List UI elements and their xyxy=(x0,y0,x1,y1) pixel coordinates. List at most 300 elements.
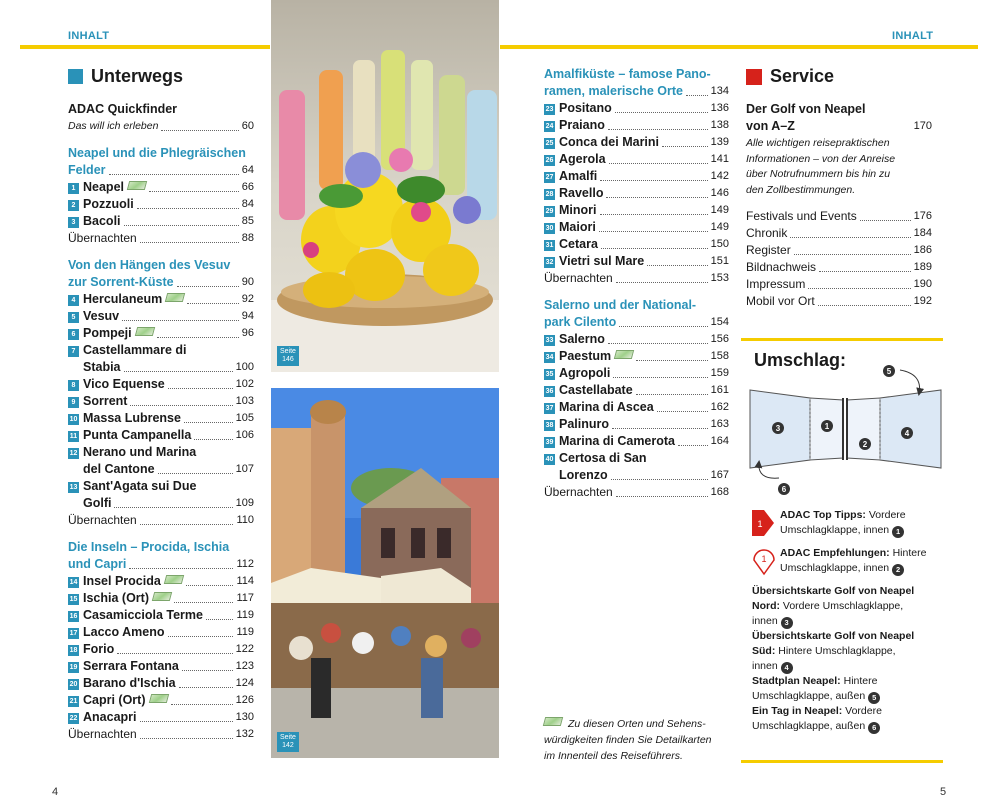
entry-label xyxy=(68,196,134,213)
entry-label xyxy=(544,433,675,450)
note-line: Zu diesen Orten und Sehens- xyxy=(568,718,706,730)
page-number: 156 xyxy=(710,333,729,345)
entry-label xyxy=(544,382,633,399)
page-number: 114 xyxy=(236,575,254,587)
map-icon xyxy=(148,694,168,703)
entry-number-badge: 18 xyxy=(69,647,78,654)
toc-entry[interactable] xyxy=(68,179,254,196)
legend-text: Umschlagklappe, außen xyxy=(752,720,866,732)
legend-text: Hintere xyxy=(843,675,878,687)
service-entry[interactable] xyxy=(746,259,932,276)
page-number: 146 xyxy=(710,187,729,199)
page-number: 122 xyxy=(235,643,254,655)
toc-entry[interactable] xyxy=(68,658,254,675)
legend-label: Übersichtskarte Golf von Neapel xyxy=(752,585,915,597)
golf-row[interactable] xyxy=(746,118,932,135)
entry-label xyxy=(68,308,119,325)
section-unterwegs xyxy=(68,66,254,87)
entry-label xyxy=(544,202,597,219)
page-number: 149 xyxy=(710,221,729,233)
toc-entry[interactable] xyxy=(68,573,254,590)
diagram-num-1: 1 xyxy=(824,422,830,431)
page-number: 142 xyxy=(710,170,729,182)
toc-entry[interactable] xyxy=(544,399,729,416)
entry-number-badge: 10 xyxy=(69,416,78,423)
entry-title: Marina di Camerota xyxy=(559,434,676,448)
entry-title: Casamicciola Terme xyxy=(83,608,203,622)
page-number: 132 xyxy=(235,728,254,740)
toc-entry[interactable] xyxy=(544,151,729,168)
legend-text: Umschlagklappe, außen xyxy=(752,690,866,702)
entry-label xyxy=(68,291,184,308)
region-heading-line2: Felder xyxy=(68,163,106,177)
region-heading-line2: ramen, malerische Orte xyxy=(544,84,683,98)
legend-text: Vordere Umschlagklappe, xyxy=(782,600,904,612)
legend-label: Nord: xyxy=(752,600,780,612)
entry-title: Übernachten xyxy=(68,727,137,741)
entry-number-badge: 31 xyxy=(545,242,554,249)
entry-label xyxy=(68,607,203,624)
photo-amalfi-square xyxy=(271,388,499,758)
header-rule-right xyxy=(500,45,978,49)
page-number: 106 xyxy=(235,429,254,441)
page-number: 192 xyxy=(913,295,932,307)
toc-entry[interactable] xyxy=(544,433,729,450)
entry-label xyxy=(544,219,596,236)
toc-entry[interactable] xyxy=(544,450,729,467)
page-number: 109 xyxy=(235,497,254,509)
entry-title: Vietri sul Mare xyxy=(559,254,645,268)
entry-title: Certosa di San xyxy=(559,451,647,465)
photo-page-ref: Seite 142 xyxy=(277,732,299,752)
stadtplan-entry xyxy=(752,674,944,704)
entry-title: Maiori xyxy=(559,220,596,234)
region-heading-line2: und Capri xyxy=(68,557,127,571)
entry-number-badge: 12 xyxy=(69,450,78,457)
entry-title: Chronik xyxy=(746,226,788,240)
entry-title: Positano xyxy=(559,101,612,115)
page-number: 84 xyxy=(241,198,254,210)
header-right: INHALT xyxy=(892,30,934,42)
page-number: 117 xyxy=(236,592,254,604)
entry-number-badge: 17 xyxy=(69,630,78,637)
entry-title: Register xyxy=(746,243,791,257)
entry-number-badge: 7 xyxy=(68,346,79,357)
toc-entry[interactable] xyxy=(544,168,729,185)
toc-left-column xyxy=(68,66,254,753)
entry-title: Castellammare di xyxy=(83,343,187,357)
entry-label xyxy=(544,399,654,416)
entry-number-badge: 23 xyxy=(545,106,554,113)
toc-entry[interactable] xyxy=(544,416,729,433)
page-number: 90 xyxy=(241,276,254,288)
toc-entry[interactable] xyxy=(68,393,254,410)
page-number: 85 xyxy=(241,215,254,227)
region-heading[interactable]: Salerno und der National- xyxy=(544,298,697,312)
page-number: 159 xyxy=(710,367,729,379)
entry-title: Herculaneum xyxy=(83,292,163,306)
toc-entry[interactable] xyxy=(68,196,254,213)
entry-label xyxy=(68,230,137,247)
page-number: 138 xyxy=(710,119,729,131)
entry-label xyxy=(544,467,608,484)
entry-title: Übernachten xyxy=(68,513,137,527)
map-icon xyxy=(614,350,634,359)
entry-title: Cetara xyxy=(559,237,598,251)
entry-title: Punta Campanella xyxy=(83,428,192,442)
entry-title: Lorenzo xyxy=(559,468,608,482)
toc-entry[interactable] xyxy=(68,291,254,308)
diagram-num-3: 3 xyxy=(775,424,781,433)
uebernachten-entry[interactable] xyxy=(544,484,729,501)
toc-entry[interactable] xyxy=(544,331,729,348)
entry-label xyxy=(544,348,633,365)
diagram-num-4: 4 xyxy=(904,429,910,438)
entry-label xyxy=(68,590,171,607)
legend-text: Vordere xyxy=(845,705,882,717)
toc-entry-cont[interactable] xyxy=(68,495,254,512)
section-service xyxy=(746,66,932,87)
diagram-num-2: 2 xyxy=(862,440,868,449)
entry-label xyxy=(68,495,111,512)
cover-diagram xyxy=(745,360,945,500)
toc-entry[interactable] xyxy=(68,376,254,393)
toc-entry[interactable] xyxy=(544,236,729,253)
header-left: INHALT xyxy=(68,30,110,42)
entry-title: Capri (Ort) xyxy=(83,693,146,707)
page-number: 119 xyxy=(236,626,254,638)
legend-num: 6 xyxy=(868,722,880,734)
toc-entry[interactable] xyxy=(544,219,729,236)
toc-entry[interactable] xyxy=(544,134,729,151)
toc-entry[interactable] xyxy=(68,308,254,325)
entry-title: Serrara Fontana xyxy=(83,659,179,673)
entry-title: Salerno xyxy=(559,332,605,346)
entry-label xyxy=(68,709,137,726)
entry-number-badge: 24 xyxy=(545,123,554,130)
entry-number-badge: 15 xyxy=(69,596,78,603)
entry-title: Massa Lubrense xyxy=(83,411,181,425)
region-heading-row[interactable] xyxy=(68,162,254,179)
page-number: 105 xyxy=(235,412,254,424)
region-heading-row[interactable] xyxy=(544,314,729,331)
legend-text: Umschlagklappe, innen xyxy=(780,562,890,574)
page-number: 168 xyxy=(710,486,729,498)
cover-legend xyxy=(752,508,944,734)
entry-number-badge: 6 xyxy=(68,329,79,340)
map-icon xyxy=(127,181,147,190)
svg-text:1: 1 xyxy=(761,554,767,564)
entry-label xyxy=(68,376,165,393)
legend-text: Vordere xyxy=(868,509,906,521)
entry-number-badge: 16 xyxy=(69,613,78,620)
legend-label: Süd: xyxy=(752,645,776,657)
page-number: 100 xyxy=(235,361,254,373)
entry-label xyxy=(544,416,609,433)
entry-number-badge: 9 xyxy=(68,397,79,408)
entry-label xyxy=(544,365,610,382)
entry-label xyxy=(746,225,787,242)
empfehlung-pin-icon xyxy=(752,546,776,576)
toc-entry[interactable] xyxy=(544,117,729,134)
region-heading-row[interactable] xyxy=(544,83,729,100)
entry-number-badge: 33 xyxy=(545,337,554,344)
golf-title-line2: von A–Z xyxy=(746,119,795,133)
page-number: 189 xyxy=(913,261,932,273)
toc-entry[interactable] xyxy=(68,478,254,495)
entry-title: Übernachten xyxy=(544,271,613,285)
photo-lemons xyxy=(271,0,499,372)
entry-title: Paestum xyxy=(559,349,612,363)
toc-entry[interactable] xyxy=(68,342,254,359)
toc-entry[interactable] xyxy=(544,202,729,219)
entry-title: Minori xyxy=(559,203,597,217)
toc-entry[interactable] xyxy=(544,348,729,365)
page-number-right: 5 xyxy=(940,786,947,798)
toc-entry[interactable] xyxy=(68,325,254,342)
entry-number-badge: 22 xyxy=(69,715,78,722)
entry-number-badge: 26 xyxy=(545,157,554,164)
toc-entry-cont[interactable] xyxy=(68,359,254,376)
entry-number-badge: 25 xyxy=(545,140,554,147)
entry-label xyxy=(68,410,181,427)
entry-label xyxy=(746,208,857,225)
entry-label xyxy=(746,242,791,259)
page-number: 88 xyxy=(241,232,254,244)
toc-entry-cont[interactable] xyxy=(544,467,729,484)
entry-number-badge: 19 xyxy=(69,664,78,671)
region-heading[interactable]: Neapel und die Phlegräischen xyxy=(68,146,246,160)
page-number: 170 xyxy=(913,120,932,132)
entry-label xyxy=(544,270,613,287)
page-number: 151 xyxy=(710,255,729,267)
sued-entry xyxy=(752,629,944,674)
note-line: im Innenteil des Reiseführers. xyxy=(544,750,683,762)
region-heading[interactable]: Die Inseln – Procida, Ischia xyxy=(68,540,230,554)
entry-number-badge: 8 xyxy=(68,380,79,391)
entry-title: Stabia xyxy=(83,360,121,374)
map-icon xyxy=(152,592,172,601)
entry-number-badge: 38 xyxy=(545,422,554,429)
tag-entry xyxy=(752,704,944,734)
legend-num: 5 xyxy=(868,692,880,704)
diagram-num-5: 5 xyxy=(886,367,892,376)
entry-title: Ischia (Ort) xyxy=(83,591,149,605)
page-number: 134 xyxy=(710,85,729,97)
entry-title: Castellabate xyxy=(559,383,633,397)
entry-label xyxy=(68,675,176,692)
toc-entry[interactable] xyxy=(68,427,254,444)
entry-label xyxy=(68,692,168,709)
entry-label xyxy=(544,253,644,270)
entry-title: Anacapri xyxy=(83,710,137,724)
uebernachten-entry[interactable] xyxy=(68,512,254,529)
entry-number-badge: 4 xyxy=(68,295,79,306)
page-number: 112 xyxy=(236,558,254,570)
entry-title: Sant'Agata sui Due xyxy=(83,479,197,493)
entry-number-badge: 11 xyxy=(69,433,78,440)
entry-number-badge: 21 xyxy=(69,698,78,705)
entry-label xyxy=(68,512,137,529)
umschlag-rule-bottom xyxy=(741,760,943,763)
entry-label xyxy=(68,461,155,478)
legend-num: 3 xyxy=(781,617,793,629)
entry-label xyxy=(544,450,647,467)
page-number: 150 xyxy=(710,238,729,250)
page-number: 162 xyxy=(710,401,729,413)
legend-label: ADAC Top Tipps: xyxy=(780,509,866,521)
entry-title: Nerano und Marina xyxy=(83,445,197,459)
toc-entry[interactable] xyxy=(68,213,254,230)
golf-desc-line: den Zollbestimmungen. xyxy=(746,183,856,196)
empfehlungen-entry xyxy=(752,546,944,576)
quickfinder-row[interactable] xyxy=(68,118,254,135)
region-heading-row[interactable] xyxy=(68,556,254,573)
golf-title[interactable]: Der Golf von Neapel xyxy=(746,102,866,116)
entry-title: Praiano xyxy=(559,118,605,132)
diagram-num-6: 6 xyxy=(781,485,787,494)
legend-text: Hintere Umschlagklappe, xyxy=(778,645,896,657)
region-heading-row[interactable] xyxy=(68,274,254,291)
entry-label xyxy=(544,100,612,117)
entry-number-badge: 32 xyxy=(545,259,554,266)
service-entry[interactable] xyxy=(746,293,932,310)
map-icon xyxy=(134,327,154,336)
page-number: 176 xyxy=(913,210,932,222)
entry-label xyxy=(544,134,659,151)
toc-entry[interactable] xyxy=(68,692,254,709)
page-number: 186 xyxy=(913,244,932,256)
entry-number-badge: 37 xyxy=(545,405,554,412)
entry-title: Golfi xyxy=(83,496,112,510)
map-icon xyxy=(164,575,184,584)
quickfinder-title[interactable]: ADAC Quickfinder xyxy=(68,102,178,116)
toc-entry[interactable] xyxy=(68,590,254,607)
page-number: 64 xyxy=(241,164,254,176)
entry-number-badge: 40 xyxy=(545,456,554,463)
entry-number-badge: 29 xyxy=(545,208,554,215)
entry-label xyxy=(68,641,114,658)
golf-desc-line: Alle wichtigen reisepraktischen xyxy=(746,137,890,149)
entry-label xyxy=(68,573,183,590)
legend-num: 2 xyxy=(892,564,904,576)
page-number: 110 xyxy=(236,514,254,526)
page-number: 139 xyxy=(710,136,729,148)
toc-entry[interactable] xyxy=(544,382,729,399)
page-number: 149 xyxy=(710,204,729,216)
service-entry[interactable] xyxy=(746,242,932,259)
note-line: würdigkeiten finden Sie Detailkarten xyxy=(544,734,712,746)
uebernachten-entry[interactable] xyxy=(68,726,254,743)
entry-label xyxy=(746,259,816,276)
page-number-left: 4 xyxy=(52,786,59,798)
entry-title: Ravello xyxy=(559,186,604,200)
entry-title: Lacco Ameno xyxy=(83,625,165,639)
nord-entry xyxy=(752,584,944,629)
page-number: 107 xyxy=(235,463,254,475)
service-entry[interactable] xyxy=(746,208,932,225)
page-number: 119 xyxy=(236,609,254,621)
region-heading-line2: park Cilento xyxy=(544,315,617,329)
entry-title: Pozzuoli xyxy=(83,197,134,211)
toc-entry[interactable] xyxy=(68,709,254,726)
entry-label xyxy=(544,117,605,134)
svg-text:1: 1 xyxy=(757,519,763,529)
entry-label xyxy=(68,478,196,495)
toc-entry[interactable] xyxy=(544,100,729,117)
service-entry[interactable] xyxy=(746,276,932,293)
toc-entry[interactable] xyxy=(68,444,254,461)
toc-entry[interactable] xyxy=(544,253,729,270)
region-heading-line2: zur Sorrent-Küste xyxy=(68,275,174,289)
page-number: 164 xyxy=(710,435,729,447)
toc-entry[interactable] xyxy=(68,675,254,692)
uebernachten-entry[interactable] xyxy=(544,270,729,287)
toc-entry-cont[interactable] xyxy=(68,461,254,478)
map-icon xyxy=(165,293,185,302)
toc-entry[interactable] xyxy=(68,624,254,641)
page-number: 153 xyxy=(710,272,729,284)
entry-number-badge: 30 xyxy=(545,225,554,232)
entry-title: Impressum xyxy=(746,277,806,291)
toc-entry[interactable] xyxy=(544,365,729,382)
legend-num: 4 xyxy=(781,662,793,674)
toc-entry[interactable] xyxy=(68,607,254,624)
service-entry[interactable] xyxy=(746,225,932,242)
entry-label xyxy=(68,427,191,444)
top-tipps-entry xyxy=(752,508,944,538)
region-heading[interactable]: Amalfiküste – famose Pano- xyxy=(544,67,711,81)
uebernachten-entry[interactable] xyxy=(68,230,254,247)
photo-page-ref: Seite 146 xyxy=(277,346,299,366)
legend-text: Hintere xyxy=(892,547,927,559)
entry-title: del Cantone xyxy=(83,462,155,476)
legend-label: Ein Tag in Neapel: xyxy=(752,705,843,717)
toc-entry[interactable] xyxy=(544,185,729,202)
golf-desc-line: über Notrufnummern bis hin zu xyxy=(746,168,891,180)
section-title: Unterwegs xyxy=(91,66,184,86)
entry-title: Sorrent xyxy=(83,394,128,408)
entry-title: Insel Procida xyxy=(83,574,161,588)
entry-number-badge: 13 xyxy=(69,484,78,491)
entry-label xyxy=(68,179,146,196)
page-number: 66 xyxy=(241,181,254,193)
legend-text: innen xyxy=(752,660,778,672)
page-number: 141 xyxy=(710,153,729,165)
entry-number-badge: 20 xyxy=(69,681,78,688)
toc-entry[interactable] xyxy=(68,410,254,427)
golf-desc-line: Informationen – von der Anreise xyxy=(746,152,896,165)
entry-label xyxy=(68,658,179,675)
entry-number-badge: 28 xyxy=(545,191,554,198)
entry-number-badge: 5 xyxy=(68,312,79,323)
entry-title: Palinuro xyxy=(559,417,610,431)
region-heading[interactable]: Von den Hängen des Vesuv xyxy=(68,258,231,272)
quickfinder-subtitle: Das will ich erleben xyxy=(68,120,159,132)
page-number: 167 xyxy=(710,469,729,481)
page-number: 92 xyxy=(241,293,254,305)
section-square-icon xyxy=(68,69,83,84)
section-title: Service xyxy=(770,66,835,86)
entry-label xyxy=(68,359,121,376)
legend-text: innen xyxy=(752,615,778,627)
page-number: 158 xyxy=(710,350,729,362)
header-rule-left xyxy=(20,45,270,49)
entry-label xyxy=(68,444,196,461)
toc-entry[interactable] xyxy=(68,641,254,658)
page-number: 94 xyxy=(241,310,254,322)
map-icon xyxy=(543,717,563,726)
